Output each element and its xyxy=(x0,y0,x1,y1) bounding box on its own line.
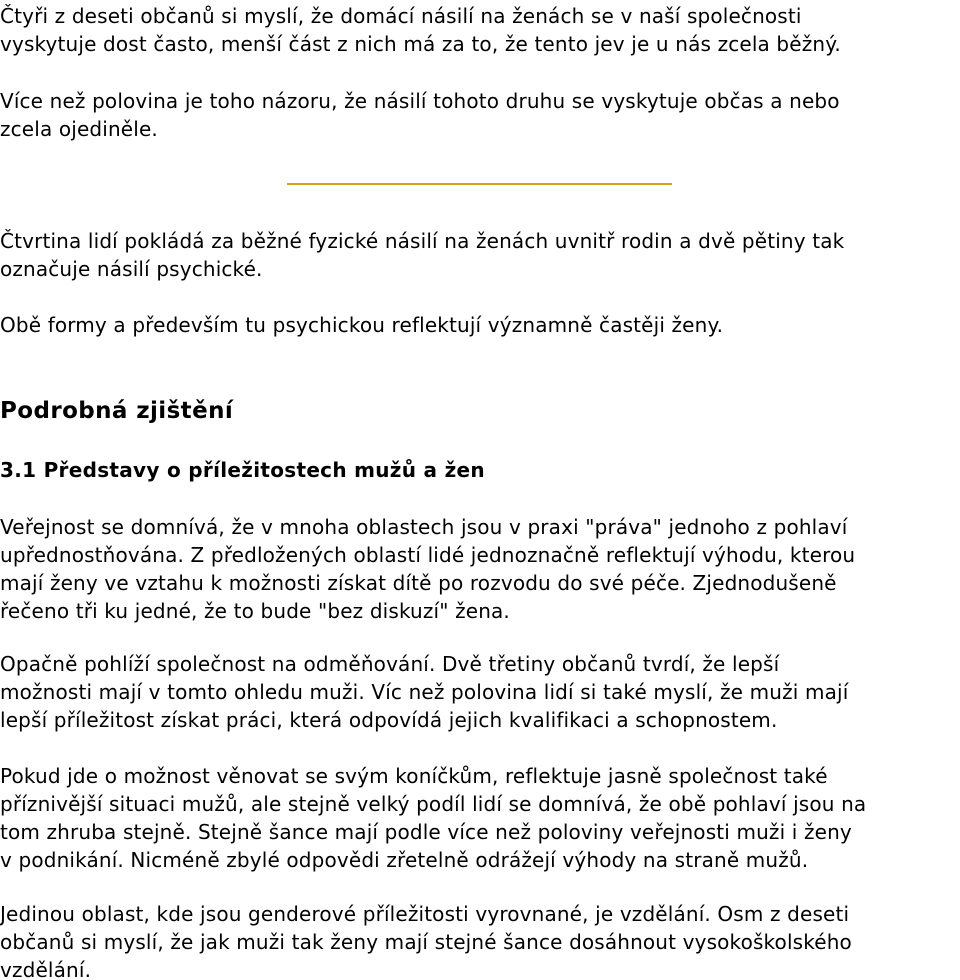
body-paragraph-2 xyxy=(0,650,958,734)
intro-paragraph-3 xyxy=(0,227,958,283)
body-paragraph-1 xyxy=(0,513,958,625)
text-line: Opačně pohlíží společnost na odměňování. Dvě třetiny občanů tvrdí, že lepší xyxy=(0,652,780,676)
text-line: Obě formy a především tu psychickou reflektují významně častěji ženy. xyxy=(0,313,724,337)
text-line: vyskytuje dost často, menší část z nich má za to, že tento jev je u nás zcela běžný. xyxy=(0,32,841,56)
text-line: řečeno tři ku jedné, že to bude "bez diskuzí" žena. xyxy=(0,599,510,623)
body-paragraph-4 xyxy=(0,900,958,980)
text-line: tom zhruba stejně. Stejně šance mají podle více než poloviny veřejnosti muži i ženy xyxy=(0,820,852,844)
intro-paragraph-1 xyxy=(0,2,958,58)
text-line: možnosti mají v tomto ohledu muži. Víc než polovina lidí si také myslí, že muži mají xyxy=(0,680,849,704)
text-line: v podnikání. Nicméně zbylé odpovědi zřetelně odrážejí výhody na straně mužů. xyxy=(0,848,809,872)
text-line: označuje násilí psychické. xyxy=(0,257,263,281)
text-line: Pokud jde o možnost věnovat se svým koníčkům, reflektuje jasně společnost také xyxy=(0,764,828,788)
text-line: občanů si myslí, že jak muži tak ženy mají stejné šance dosáhnout vysokoškolského xyxy=(0,930,852,954)
text-line: příznivější situaci mužů, ale stejně velký podíl lidí se domnívá, že obě pohlaví jsou na xyxy=(0,792,867,816)
heading-section-3-1: 3.1 Představy o příležitostech mužů a žen xyxy=(0,458,485,482)
text-line: mají ženy ve vztahu k možnosti získat dítě po rozvodu do své péče. Zjednodušeně xyxy=(0,571,837,595)
text-line: Čtvrtina lidí pokládá za běžné fyzické násilí na ženách uvnitř rodin a dvě pětiny tak xyxy=(0,229,845,253)
text-line: Více než polovina je toho názoru, že násilí tohoto druhu se vyskytuje občas a nebo xyxy=(0,89,840,113)
text-line: Veřejnost se domnívá, že v mnoha oblastech jsou v praxi "práva" jednoho z pohlaví xyxy=(0,515,848,539)
text-line: Jedinou oblast, kde jsou genderové příležitosti vyrovnané, je vzdělání. Osm z deseti xyxy=(0,902,850,926)
text-line: vzdělání. xyxy=(0,958,92,980)
text-line: lepší příležitost získat práci, která odpovídá jejich kvalifikaci a schopnostem. xyxy=(0,708,778,732)
body-paragraph-3 xyxy=(0,762,958,874)
text-line: Čtyři z deseti občanů si myslí, že domácí násilí na ženách se v naší společnosti xyxy=(0,4,802,28)
intro-paragraph-4 xyxy=(0,311,958,339)
heading-detailed-findings: Podrobná zjištění xyxy=(0,398,234,424)
intro-paragraph-2 xyxy=(0,87,958,143)
text-line: zcela ojediněle. xyxy=(0,117,158,141)
section-divider xyxy=(287,183,672,185)
text-line: upřednostňována. Z předložených oblastí lidé jednoznačně reflektují výhodu, kterou xyxy=(0,543,856,567)
